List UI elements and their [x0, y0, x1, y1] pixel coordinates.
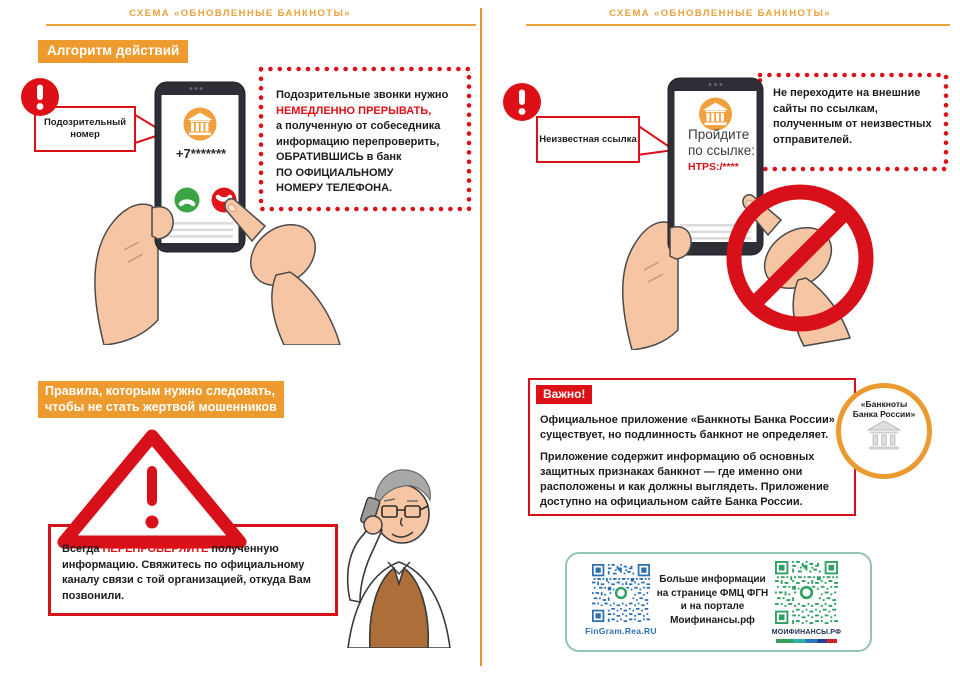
important-badge: Важно!	[536, 385, 592, 404]
fingram-logo: FinGram.Rea.RU	[585, 626, 657, 636]
unknown-link-callout: Неизвестная ссылка	[536, 116, 640, 163]
no-external-links-text: Не переходите на внешние сайты по ссылкам, полученным от неизвестных отправителей.	[773, 87, 932, 146]
stop-calls-warning-text: Подозрительные звонки нужно НЕМЕДЛЕННО ПРЕРЫВАТЬ, а полученную от собеседника информацию перепроверить, ОБРАТИВШИСЬ в банк ПО ОФИЦИАЛЬНОМУ НОМЕРУ ТЕЛЕФОНА.	[276, 89, 449, 194]
bank-app-badge	[836, 383, 932, 479]
pointing-hand	[225, 199, 340, 345]
bank-app-icon	[184, 108, 217, 141]
screen-list-lines	[167, 222, 233, 238]
bank-app-icon	[699, 98, 732, 131]
speaker-dots-icon	[190, 87, 203, 90]
qr-code-fingram	[592, 564, 650, 622]
more-info-text: Больше информации на странице ФМЦ ФГН и на портале Моифинансы.рф	[656, 574, 769, 626]
link-prompt-text: Пройдите по ссылке:	[688, 127, 755, 158]
page-divider	[480, 8, 482, 666]
page-title: СХЕМА «ОБНОВЛЕННЫЕ БАНКНОТЫ»	[609, 8, 831, 19]
bank-app-badge-label: «Банкноты Банка России»	[852, 399, 916, 419]
important-note-box	[528, 378, 856, 516]
important-paragraph-2: Приложение содержит информацию об основных защитных признаках банкнот — где именно они расположены и как должны выглядеть. Приложение доступно на официальном сайте Банка России.	[540, 451, 829, 508]
hand	[364, 516, 382, 534]
mofinance-logo-bar	[776, 639, 837, 643]
caller-number: +7*******	[175, 146, 227, 161]
header-rule	[46, 24, 476, 26]
holding-hand	[95, 204, 158, 345]
warning-triangle-icon	[52, 422, 252, 552]
page-title: СХЕМА «ОБНОВЛЕННЫЕ БАНКНОТЫ»	[129, 8, 351, 19]
answer-call-icon[interactable]	[175, 188, 200, 213]
man-on-phone-illustration	[320, 450, 478, 648]
bank-building-icon	[867, 421, 901, 451]
mofinance-logo: МОИФИНАНСЫ.РФ	[771, 629, 842, 636]
rules-title: Правила, которым нужно следовать, чтобы не стать жертвой мошенников	[38, 381, 284, 418]
section-title: Алгоритм действий	[38, 40, 188, 63]
alert-icon	[19, 76, 61, 118]
suspicious-number-callout: Подозрительный номер	[34, 106, 136, 152]
header-rule	[526, 24, 950, 26]
important-paragraph-1: Официальное приложение «Банкноты Банка России» существует, но подлинность банкнот не определяет.	[540, 414, 835, 441]
phishing-link-illustration	[540, 58, 900, 350]
recheck-rule-text: Всегда ПЕРЕПРОВЕРЯЙТЕ полученную информацию. Свяжитесь по официальному каналу связи с той организацией, откуда Вам позвонили.	[62, 543, 311, 602]
qr-code-mofinance	[775, 561, 838, 624]
incoming-call-illustration	[40, 58, 350, 345]
speaker-dots-icon	[709, 83, 723, 86]
phishing-link[interactable]: HTPS:/****	[688, 161, 739, 173]
alert-icon	[501, 81, 543, 123]
